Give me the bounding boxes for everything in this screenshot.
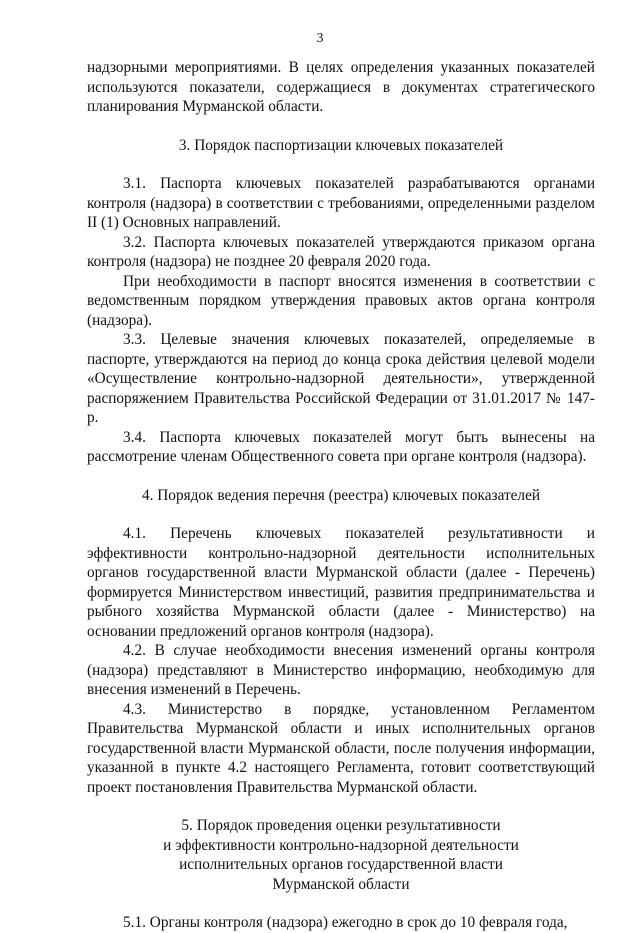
- paragraph-5-1: 5.1. Органы контроля (надзора) ежегодно в срок до 10 февраля года,: [123, 914, 568, 931]
- paragraph-3-3: 3.3. Целевые значения ключевых показателей, определяемые в паспорте, утверждаются на период до конца срока действия целевой модели «Осуществление контрольно-надзорной деятельности», утвержденной распоряжением Правительства Российской Федерации от 31.01.2017 № 147-р.: [87, 331, 595, 426]
- section-5-heading-line: Мурманской области: [272, 875, 410, 893]
- section-5-heading-line: 5. Порядок проведения оценки результативности: [181, 817, 501, 834]
- spacer: [87, 467, 595, 486]
- paragraph-3-2: 3.2. Паспорта ключевых показателей утверждаются приказом органа контроля (надзора) не позднее 20 февраля 2020 года.: [87, 233, 595, 270]
- section-5-heading-line: исполнительных органов государственной власти: [179, 856, 503, 873]
- spacer: [87, 797, 595, 816]
- spacer: [87, 505, 595, 524]
- spacer: [87, 155, 595, 174]
- paragraph-4-3: 4.3. Министерство в порядке, установленном Регламентом Правительства Мурманской области и иных исполнительных органов государственной власти Мурманской области, после получения информации, указанной в пункте 4.2 настоящего Регламента, готовит соответствующий проект постановления Правительства Мурманской области.: [87, 700, 595, 796]
- spacer: [87, 894, 595, 913]
- section-5-heading-line: и эффективности контрольно-надзорной деятельности: [163, 836, 519, 854]
- document-body: [87, 58, 595, 933]
- page-number: 3: [316, 31, 324, 46]
- paragraph-3-4: 3.4. Паспорта ключевых показателей могут быть вынесены на рассмотрение членам Общественного совета при органе контроля (надзора).: [87, 428, 595, 465]
- paragraph-4-2: 4.2. В случае необходимости внесения изменений органы контроля (надзора) представляют в Министерство информацию, необходимую для внесения изменений в Перечень.: [87, 642, 595, 698]
- section-5-heading: [87, 816, 595, 894]
- paragraph-4-1: 4.1. Перечень ключевых показателей результативности и эффективности контрольно-надзорной деятельности исполнительных органов государственной власти Мурманской области (далее - Перечень) формируется Министерством инвестиций, развития предпринимательства и рыбного хозяйства Мурманской области (далее - Министерство) на основании предложений органов контроля (надзора).: [87, 525, 595, 640]
- section-4-heading: 4. Порядок ведения перечня (реестра) ключевых показателей: [141, 486, 541, 504]
- section-3-heading: 3. Порядок паспортизации ключевых показателей: [178, 136, 504, 154]
- intro-paragraph: надзорными мероприятиями. В целях определения указанных показателей используются показатели, содержащиеся в документах стратегического планирования Мурманской области.: [87, 59, 595, 115]
- spacer: [87, 117, 595, 136]
- paragraph-3-1: 3.1. Паспорта ключевых показателей разрабатываются органами контроля (надзора) в соответствии с требованиями, определенными разделом II (1) Основных направлений.: [87, 175, 595, 231]
- paragraph-3-2-amendments: При необходимости в паспорт вносятся изменения в соответствии с ведомственным порядком утверждения правовых актов органа контроля (надзора).: [87, 272, 595, 329]
